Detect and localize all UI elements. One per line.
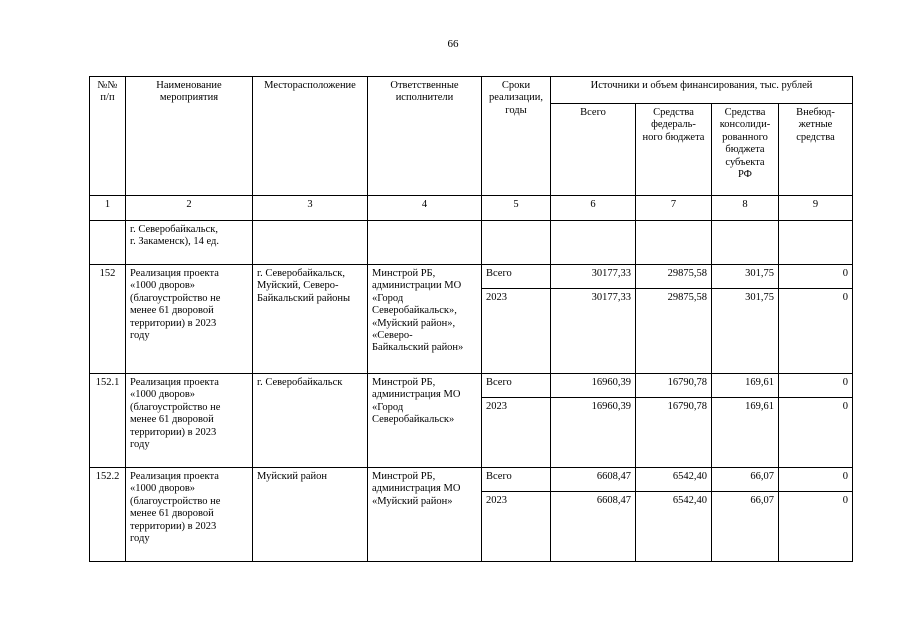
continuation-empty	[90, 221, 126, 265]
entry-executors: Минстрой РБ, администрации МО «Город Северобайкальск», «Муйский район», «Северо- Байкальский район»	[368, 265, 482, 374]
entry-consolidated: 66,07	[712, 492, 779, 562]
header-federal: Средства федераль- ного бюджета	[636, 104, 712, 196]
continuation-empty	[482, 221, 551, 265]
index-cell: 9	[779, 196, 853, 221]
header-location: Месторасположение	[253, 77, 368, 196]
header-num: №№ п/п	[90, 77, 126, 196]
index-cell: 4	[368, 196, 482, 221]
entry-offbudget: 0	[779, 374, 853, 398]
entry-offbudget: 0	[779, 398, 853, 468]
table-row	[90, 468, 853, 492]
entry-consolidated: 301,75	[712, 265, 779, 289]
entry-num: 152.2	[90, 468, 126, 562]
table-row	[90, 265, 853, 289]
entry-consolidated: 169,61	[712, 374, 779, 398]
entry-total: 16960,39	[551, 374, 636, 398]
entry-executors: Минстрой РБ, администрация МО «Город Северобайкальск»	[368, 374, 482, 468]
entry-term: 2023	[482, 289, 551, 374]
index-cell: 8	[712, 196, 779, 221]
header-offbudget: Внебюд- жетные средства	[779, 104, 853, 196]
continuation-empty	[551, 221, 636, 265]
entry-offbudget: 0	[779, 492, 853, 562]
index-row	[90, 196, 853, 221]
entry-federal: 29875,58	[636, 265, 712, 289]
entry-federal: 16790,78	[636, 374, 712, 398]
entry-num: 152	[90, 265, 126, 374]
header-consolidated: Средства консолиди- рованного бюджета субъекта РФ	[712, 104, 779, 196]
continuation-name: г. Северобайкальск, г. Закаменск), 14 ед.	[126, 221, 253, 265]
entry-executors: Минстрой РБ, администрация МО «Муйский район»	[368, 468, 482, 562]
index-cell: 6	[551, 196, 636, 221]
entry-federal: 29875,58	[636, 289, 712, 374]
entry-federal: 6542,40	[636, 492, 712, 562]
page-number: 66	[447, 38, 459, 50]
entry-term: 2023	[482, 492, 551, 562]
index-cell: 5	[482, 196, 551, 221]
entry-location: г. Северобайкальск, Муйский, Северо- Байкальский районы	[253, 265, 368, 374]
header-total: Всего	[551, 104, 636, 196]
entry-name: Реализация проекта «1000 дворов» (благоустройство не менее 61 дворовой территории) в 2023 году	[126, 265, 253, 374]
entry-total: 30177,33	[551, 289, 636, 374]
continuation-empty	[368, 221, 482, 265]
entry-total: 16960,39	[551, 398, 636, 468]
entry-location: Муйский район	[253, 468, 368, 562]
entry-federal: 16790,78	[636, 398, 712, 468]
entry-term: Всего	[482, 374, 551, 398]
index-cell: 2	[126, 196, 253, 221]
continuation-empty	[779, 221, 853, 265]
entry-location: г. Северобайкальск	[253, 374, 368, 468]
index-cell: 3	[253, 196, 368, 221]
continuation-empty	[636, 221, 712, 265]
header-financing: Источники и объем финансирования, тыс. рублей	[551, 77, 853, 104]
entry-consolidated: 301,75	[712, 289, 779, 374]
entry-term: 2023	[482, 398, 551, 468]
continuation-empty	[712, 221, 779, 265]
continuation-empty	[253, 221, 368, 265]
entry-total: 6608,47	[551, 492, 636, 562]
entry-offbudget: 0	[779, 468, 853, 492]
entry-consolidated: 169,61	[712, 398, 779, 468]
entry-term: Всего	[482, 468, 551, 492]
entry-consolidated: 66,07	[712, 468, 779, 492]
entry-total: 30177,33	[551, 265, 636, 289]
header-name: Наименование мероприятия	[126, 77, 253, 196]
entry-num: 152.1	[90, 374, 126, 468]
index-cell: 7	[636, 196, 712, 221]
header-executors: Ответственные исполнители	[368, 77, 482, 196]
table-row	[90, 374, 853, 398]
entry-name: Реализация проекта «1000 дворов» (благоустройство не менее 61 дворовой территории) в 2023 году	[126, 374, 253, 468]
header-row-1	[90, 77, 853, 104]
continuation-row	[90, 221, 853, 265]
entry-offbudget: 0	[779, 265, 853, 289]
entry-name: Реализация проекта «1000 дворов» (благоустройство не менее 61 дворовой территории) в 2023 году	[126, 468, 253, 562]
entry-federal: 6542,40	[636, 468, 712, 492]
financing-table	[89, 76, 853, 562]
entry-term: Всего	[482, 265, 551, 289]
header-terms: Сроки реализации, годы	[482, 77, 551, 196]
entry-total: 6608,47	[551, 468, 636, 492]
entry-offbudget: 0	[779, 289, 853, 374]
index-cell: 1	[90, 196, 126, 221]
